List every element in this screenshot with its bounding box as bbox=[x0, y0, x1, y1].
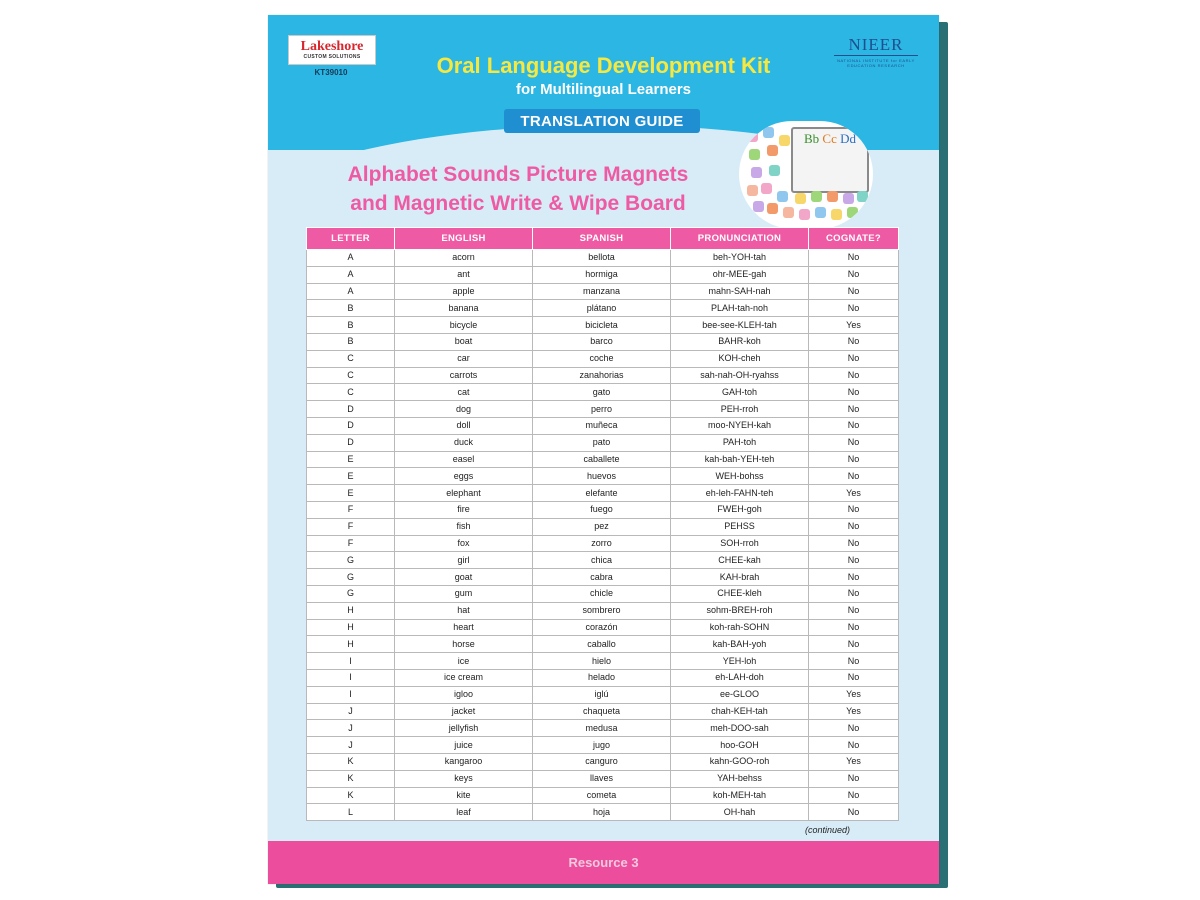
pronunciation-cell: BAHR-koh bbox=[671, 333, 809, 350]
spanish-cell: coche bbox=[533, 350, 671, 367]
table-row bbox=[307, 720, 899, 737]
cognate-cell: No bbox=[809, 804, 899, 821]
letter-cell: D bbox=[307, 401, 395, 418]
letter-cell: J bbox=[307, 703, 395, 720]
letter-cell: F bbox=[307, 518, 395, 535]
spanish-cell: zorro bbox=[533, 535, 671, 552]
column-header-pronunciation: PRONUNCIATION bbox=[671, 228, 809, 250]
table-row bbox=[307, 552, 899, 569]
table-row bbox=[307, 518, 899, 535]
picture-magnet bbox=[795, 193, 806, 204]
pronunciation-cell: kah-bah-YEH-teh bbox=[671, 451, 809, 468]
board-letter: Bb bbox=[803, 131, 820, 146]
pronunciation-cell: ohr-MEE-gah bbox=[671, 266, 809, 283]
pronunciation-cell: moo-NYEH-kah bbox=[671, 417, 809, 434]
cognate-cell: No bbox=[809, 619, 899, 636]
pronunciation-cell: koh-MEH-tah bbox=[671, 787, 809, 804]
picture-magnet bbox=[751, 167, 762, 178]
english-cell: keys bbox=[395, 770, 533, 787]
pronunciation-cell: PEH-rroh bbox=[671, 401, 809, 418]
picture-magnet bbox=[747, 131, 758, 142]
picture-magnet bbox=[827, 191, 838, 202]
letter-cell: H bbox=[307, 619, 395, 636]
spanish-cell: zanahorias bbox=[533, 367, 671, 384]
spanish-cell: bicicleta bbox=[533, 317, 671, 334]
cognate-cell: No bbox=[809, 283, 899, 300]
pronunciation-cell: sohm-BREH-roh bbox=[671, 602, 809, 619]
english-cell: jellyfish bbox=[395, 720, 533, 737]
cognate-cell: No bbox=[809, 535, 899, 552]
letter-cell: B bbox=[307, 300, 395, 317]
picture-magnet bbox=[811, 191, 822, 202]
cognate-cell: Yes bbox=[809, 703, 899, 720]
letter-cell: K bbox=[307, 753, 395, 770]
letter-cell: J bbox=[307, 737, 395, 754]
spanish-cell: llaves bbox=[533, 770, 671, 787]
letter-cell: A bbox=[307, 250, 395, 267]
table-row bbox=[307, 501, 899, 518]
table-row bbox=[307, 787, 899, 804]
pronunciation-cell: GAH-toh bbox=[671, 384, 809, 401]
spanish-cell: canguro bbox=[533, 753, 671, 770]
picture-magnet bbox=[799, 209, 810, 220]
board-letter: Cc bbox=[822, 131, 837, 146]
spanish-cell: chaqueta bbox=[533, 703, 671, 720]
cognate-cell: No bbox=[809, 250, 899, 267]
picture-magnet bbox=[815, 207, 826, 218]
english-cell: heart bbox=[395, 619, 533, 636]
letter-cell: K bbox=[307, 770, 395, 787]
pronunciation-cell: sah-nah-OH-ryahss bbox=[671, 367, 809, 384]
table-row bbox=[307, 770, 899, 787]
letter-cell: C bbox=[307, 350, 395, 367]
spanish-cell: sombrero bbox=[533, 602, 671, 619]
letter-cell: K bbox=[307, 787, 395, 804]
picture-magnet bbox=[831, 209, 842, 220]
letter-cell: C bbox=[307, 367, 395, 384]
cognate-cell: No bbox=[809, 266, 899, 283]
column-header-letter: LETTER bbox=[307, 228, 395, 250]
letter-cell: H bbox=[307, 636, 395, 653]
letter-cell: E bbox=[307, 451, 395, 468]
product-title-line1: Alphabet Sounds Picture Magnets bbox=[347, 163, 689, 186]
cognate-cell: No bbox=[809, 367, 899, 384]
english-cell: kangaroo bbox=[395, 753, 533, 770]
table-row bbox=[307, 686, 899, 703]
table-row bbox=[307, 300, 899, 317]
english-cell: juice bbox=[395, 737, 533, 754]
pronunciation-cell: FWEH-goh bbox=[671, 501, 809, 518]
board-letters bbox=[793, 131, 867, 147]
english-cell: goat bbox=[395, 569, 533, 586]
english-cell: ice cream bbox=[395, 669, 533, 686]
pronunciation-cell: ee-GLOO bbox=[671, 686, 809, 703]
letter-cell: I bbox=[307, 669, 395, 686]
pronunciation-cell: PLAH-tah-noh bbox=[671, 300, 809, 317]
table-row bbox=[307, 333, 899, 350]
translation-guide-badge: TRANSLATION GUIDE bbox=[504, 109, 700, 133]
letter-cell: E bbox=[307, 468, 395, 485]
english-cell: horse bbox=[395, 636, 533, 653]
pronunciation-cell: PEHSS bbox=[671, 518, 809, 535]
letter-cell: D bbox=[307, 417, 395, 434]
english-cell: fire bbox=[395, 501, 533, 518]
spanish-cell: chicle bbox=[533, 585, 671, 602]
letter-cell: G bbox=[307, 585, 395, 602]
footer-band bbox=[268, 841, 939, 884]
english-cell: cat bbox=[395, 384, 533, 401]
spanish-cell: hielo bbox=[533, 653, 671, 670]
picture-magnet bbox=[761, 183, 772, 194]
spanish-cell: pez bbox=[533, 518, 671, 535]
spanish-cell: corazón bbox=[533, 619, 671, 636]
spanish-cell: caballo bbox=[533, 636, 671, 653]
pronunciation-cell: chah-KEH-tah bbox=[671, 703, 809, 720]
table-row bbox=[307, 468, 899, 485]
page-title: Oral Language Development Kit bbox=[436, 53, 771, 78]
letter-cell: G bbox=[307, 569, 395, 586]
cognate-cell: No bbox=[809, 518, 899, 535]
table-row bbox=[307, 384, 899, 401]
table-row bbox=[307, 636, 899, 653]
pronunciation-cell: YEH-loh bbox=[671, 653, 809, 670]
nieer-sub: NATIONAL INSTITUTE for EARLY EDUCATION RESEARCH bbox=[837, 58, 915, 68]
column-header-spanish: SPANISH bbox=[533, 228, 671, 250]
cognate-cell: No bbox=[809, 653, 899, 670]
pronunciation-cell: CHEE-kleh bbox=[671, 585, 809, 602]
english-cell: kite bbox=[395, 787, 533, 804]
picture-magnet bbox=[763, 127, 774, 138]
table-row bbox=[307, 703, 899, 720]
picture-magnet bbox=[779, 135, 790, 146]
table-row bbox=[307, 619, 899, 636]
picture-magnet bbox=[843, 193, 854, 204]
letter-cell: C bbox=[307, 384, 395, 401]
cognate-cell: Yes bbox=[809, 753, 899, 770]
brand-sub: CUSTOM SOLUTIONS bbox=[303, 54, 361, 60]
english-cell: hat bbox=[395, 602, 533, 619]
table-row bbox=[307, 804, 899, 821]
spanish-cell: bellota bbox=[533, 250, 671, 267]
english-cell: jacket bbox=[395, 703, 533, 720]
table-row bbox=[307, 367, 899, 384]
cognate-cell: No bbox=[809, 669, 899, 686]
picture-magnet bbox=[753, 201, 764, 212]
spanish-cell: plátano bbox=[533, 300, 671, 317]
column-header-english: ENGLISH bbox=[395, 228, 533, 250]
english-cell: boat bbox=[395, 333, 533, 350]
pronunciation-cell: PAH-toh bbox=[671, 434, 809, 451]
picture-magnet bbox=[769, 165, 780, 176]
letter-cell: B bbox=[307, 317, 395, 334]
spanish-cell: jugo bbox=[533, 737, 671, 754]
cognate-cell: No bbox=[809, 384, 899, 401]
brand-name: Lakeshore bbox=[300, 39, 364, 54]
spanish-cell: cometa bbox=[533, 787, 671, 804]
letter-cell: E bbox=[307, 485, 395, 502]
spanish-cell: huevos bbox=[533, 468, 671, 485]
table-row bbox=[307, 283, 899, 300]
page-subtitle: for Multilingual Learners bbox=[515, 81, 692, 98]
english-cell: leaf bbox=[395, 804, 533, 821]
english-cell: fox bbox=[395, 535, 533, 552]
letter-cell: D bbox=[307, 434, 395, 451]
english-cell: fish bbox=[395, 518, 533, 535]
cognate-cell: No bbox=[809, 720, 899, 737]
cognate-cell: No bbox=[809, 401, 899, 418]
letter-cell: J bbox=[307, 720, 395, 737]
cognate-cell: No bbox=[809, 602, 899, 619]
letter-cell: A bbox=[307, 283, 395, 300]
cognate-cell: No bbox=[809, 333, 899, 350]
cognate-cell: No bbox=[809, 300, 899, 317]
picture-magnet bbox=[747, 185, 758, 196]
picture-magnet bbox=[767, 145, 778, 156]
spanish-cell: caballete bbox=[533, 451, 671, 468]
cognate-cell: No bbox=[809, 552, 899, 569]
pronunciation-cell: SOH-rroh bbox=[671, 535, 809, 552]
picture-magnet bbox=[857, 191, 868, 202]
table-row bbox=[307, 317, 899, 334]
table-row bbox=[307, 434, 899, 451]
english-cell: igloo bbox=[395, 686, 533, 703]
letter-cell: I bbox=[307, 686, 395, 703]
cognate-cell: No bbox=[809, 770, 899, 787]
table-row bbox=[307, 451, 899, 468]
pronunciation-cell: eh-leh-FAHN-teh bbox=[671, 485, 809, 502]
table-row bbox=[307, 417, 899, 434]
picture-magnet bbox=[749, 149, 760, 160]
pronunciation-cell: eh-LAH-doh bbox=[671, 669, 809, 686]
letter-cell: A bbox=[307, 266, 395, 283]
english-cell: ant bbox=[395, 266, 533, 283]
cognate-cell: No bbox=[809, 569, 899, 586]
spanish-cell: iglú bbox=[533, 686, 671, 703]
table-row bbox=[307, 585, 899, 602]
english-cell: elephant bbox=[395, 485, 533, 502]
spanish-cell: fuego bbox=[533, 501, 671, 518]
spanish-cell: elefante bbox=[533, 485, 671, 502]
picture-magnet bbox=[767, 203, 778, 214]
spanish-cell: manzana bbox=[533, 283, 671, 300]
pronunciation-cell: KAH-brah bbox=[671, 569, 809, 586]
pronunciation-cell: kah-BAH-yoh bbox=[671, 636, 809, 653]
cognate-cell: No bbox=[809, 787, 899, 804]
table-row bbox=[307, 669, 899, 686]
letter-cell: F bbox=[307, 501, 395, 518]
cognate-cell: No bbox=[809, 417, 899, 434]
spanish-cell: hoja bbox=[533, 804, 671, 821]
cognate-cell: Yes bbox=[809, 317, 899, 334]
pronunciation-cell: YAH-behss bbox=[671, 770, 809, 787]
pronunciation-cell: koh-rah-SOHN bbox=[671, 619, 809, 636]
picture-magnet bbox=[847, 207, 858, 218]
picture-magnet bbox=[777, 191, 788, 202]
spanish-cell: perro bbox=[533, 401, 671, 418]
pronunciation-cell: beh-YOH-tah bbox=[671, 250, 809, 267]
product-image bbox=[739, 121, 873, 229]
pronunciation-cell: bee-see-KLEH-tah bbox=[671, 317, 809, 334]
table-row bbox=[307, 737, 899, 754]
english-cell: dog bbox=[395, 401, 533, 418]
cognate-cell: No bbox=[809, 585, 899, 602]
english-cell: apple bbox=[395, 283, 533, 300]
spanish-cell: pato bbox=[533, 434, 671, 451]
cognate-cell: No bbox=[809, 468, 899, 485]
english-cell: bicycle bbox=[395, 317, 533, 334]
letter-cell: B bbox=[307, 333, 395, 350]
table-row bbox=[307, 569, 899, 586]
spanish-cell: cabra bbox=[533, 569, 671, 586]
letter-cell: L bbox=[307, 804, 395, 821]
cognate-cell: Yes bbox=[809, 686, 899, 703]
letter-cell: F bbox=[307, 535, 395, 552]
table-header-row bbox=[307, 228, 899, 250]
pronunciation-cell: mahn-SAH-nah bbox=[671, 283, 809, 300]
english-cell: gum bbox=[395, 585, 533, 602]
spanish-cell: medusa bbox=[533, 720, 671, 737]
pronunciation-cell: KOH-cheh bbox=[671, 350, 809, 367]
cognate-cell: No bbox=[809, 737, 899, 754]
english-cell: car bbox=[395, 350, 533, 367]
pronunciation-cell: WEH-bohss bbox=[671, 468, 809, 485]
cognate-cell: No bbox=[809, 636, 899, 653]
cognate-cell: No bbox=[809, 451, 899, 468]
continued-note: (continued) bbox=[805, 825, 851, 835]
spanish-cell: chica bbox=[533, 552, 671, 569]
pronunciation-cell: OH-hah bbox=[671, 804, 809, 821]
cognate-cell: No bbox=[809, 350, 899, 367]
english-cell: doll bbox=[395, 417, 533, 434]
resource-label: Resource 3 bbox=[568, 855, 639, 870]
table-body bbox=[307, 250, 899, 821]
product-title-line2: and Magnetic Write & Wipe Board bbox=[350, 192, 686, 215]
translation-guide-sheet bbox=[268, 15, 939, 884]
kit-code: KT39010 bbox=[314, 68, 348, 77]
pronunciation-cell: kahn-GOO-roh bbox=[671, 753, 809, 770]
english-cell: ice bbox=[395, 653, 533, 670]
table-row bbox=[307, 535, 899, 552]
write-wipe-board bbox=[791, 127, 869, 193]
pronunciation-cell: CHEE-kah bbox=[671, 552, 809, 569]
table-row bbox=[307, 653, 899, 670]
english-cell: banana bbox=[395, 300, 533, 317]
table-row bbox=[307, 350, 899, 367]
cognate-cell: Yes bbox=[809, 485, 899, 502]
column-header-cognate: COGNATE? bbox=[809, 228, 899, 250]
board-letter: Dd bbox=[840, 131, 856, 146]
translation-table bbox=[306, 227, 898, 821]
english-cell: carrots bbox=[395, 367, 533, 384]
table-row bbox=[307, 266, 899, 283]
english-cell: girl bbox=[395, 552, 533, 569]
nieer-name: NIEER bbox=[834, 35, 918, 56]
pronunciation-cell: hoo-GOH bbox=[671, 737, 809, 754]
cognate-cell: No bbox=[809, 501, 899, 518]
english-cell: acorn bbox=[395, 250, 533, 267]
spanish-cell: muñeca bbox=[533, 417, 671, 434]
spanish-cell: hormiga bbox=[533, 266, 671, 283]
english-cell: easel bbox=[395, 451, 533, 468]
table-row bbox=[307, 401, 899, 418]
spanish-cell: barco bbox=[533, 333, 671, 350]
english-cell: eggs bbox=[395, 468, 533, 485]
table-row bbox=[307, 602, 899, 619]
letter-cell: H bbox=[307, 602, 395, 619]
table-row bbox=[307, 485, 899, 502]
english-cell: duck bbox=[395, 434, 533, 451]
letter-cell: I bbox=[307, 653, 395, 670]
pronunciation-cell: meh-DOO-sah bbox=[671, 720, 809, 737]
table-row bbox=[307, 250, 899, 267]
product-title bbox=[308, 160, 728, 218]
spanish-cell: gato bbox=[533, 384, 671, 401]
spanish-cell: helado bbox=[533, 669, 671, 686]
table-row bbox=[307, 753, 899, 770]
letter-cell: G bbox=[307, 552, 395, 569]
cognate-cell: No bbox=[809, 434, 899, 451]
picture-magnet bbox=[783, 207, 794, 218]
